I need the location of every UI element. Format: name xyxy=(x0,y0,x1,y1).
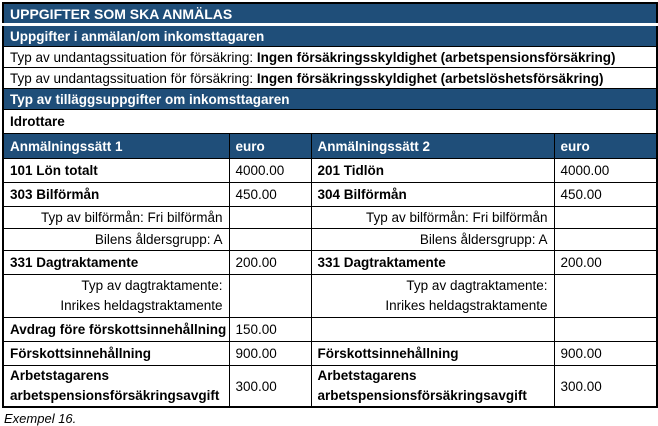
euro-value-cell xyxy=(554,275,657,318)
euro-value-cell xyxy=(229,275,311,318)
income-type-cell: 331 Dagtraktamente xyxy=(3,251,229,275)
income-type-cell: 303 Bilförmån xyxy=(3,183,229,207)
insurance-exception-value: Ingen försäkringsskyldighet (arbetspensionsförsäkring) xyxy=(256,49,616,65)
table-row xyxy=(3,318,657,342)
income-type-cell: 201 Tidlön xyxy=(311,159,554,183)
table-row xyxy=(3,159,657,183)
insurance-exception-value: Ingen försäkringsskyldighet (arbetslöshetsförsäkring) xyxy=(256,70,604,86)
table-title-row xyxy=(3,3,657,25)
euro-value-cell xyxy=(229,207,311,229)
insurance-exception-row xyxy=(3,47,657,68)
table-row xyxy=(3,366,657,408)
table-row xyxy=(3,183,657,207)
table-row xyxy=(3,275,657,318)
insurance-exception-row xyxy=(3,68,657,89)
income-type-cell: Förskottsinnehållning xyxy=(311,342,554,366)
table-row xyxy=(3,229,657,251)
additional-info-header-row xyxy=(3,89,657,110)
column-header-method1: Anmälningssätt 1 xyxy=(3,134,229,159)
euro-value-cell xyxy=(554,318,657,342)
label-line: Arbetstagarens xyxy=(10,368,110,383)
insurance-exception-cell xyxy=(3,68,657,89)
report-table xyxy=(2,2,658,408)
detail-cell: Typ av bilförmån: Fri bilförmån xyxy=(311,207,554,229)
income-type-cell xyxy=(311,318,554,342)
income-type-cell xyxy=(311,366,554,408)
label-line: Arbetstagarens xyxy=(317,368,417,383)
insurance-exception-cell xyxy=(3,47,657,68)
detail-cell: Bilens åldersgrupp: A xyxy=(3,229,229,251)
euro-value-cell xyxy=(229,229,311,251)
column-header-euro2: euro xyxy=(554,134,657,159)
detail-cell xyxy=(311,275,554,318)
column-header-method2: Anmälningssätt 2 xyxy=(311,134,554,159)
income-type-cell xyxy=(3,366,229,408)
euro-value-cell: 300.00 xyxy=(554,366,657,408)
euro-value-cell xyxy=(554,207,657,229)
detail-line: Inrikes heldagstraktamente xyxy=(385,298,548,313)
detail-line: Typ av dagtraktamente: xyxy=(406,278,548,293)
euro-value-cell xyxy=(554,229,657,251)
income-type-cell: 304 Bilförmån xyxy=(311,183,554,207)
detail-line: Typ av dagtraktamente: xyxy=(81,278,223,293)
euro-value-cell: 300.00 xyxy=(229,366,311,408)
section-header-row xyxy=(3,25,657,47)
euro-value-cell: 450.00 xyxy=(554,183,657,207)
detail-cell: Typ av bilförmån: Fri bilförmån xyxy=(3,207,229,229)
column-header-euro1: euro xyxy=(229,134,311,159)
euro-value-cell: 900.00 xyxy=(229,342,311,366)
euro-value-cell: 200.00 xyxy=(554,251,657,275)
euro-value-cell: 450.00 xyxy=(229,183,311,207)
income-type-cell: Avdrag före förskottsinnehållning xyxy=(3,318,229,342)
table-row xyxy=(3,251,657,275)
table-title: UPPGIFTER SOM SKA ANMÄLAS xyxy=(3,3,657,25)
table-row xyxy=(3,342,657,366)
section-header: Uppgifter i anmälan/om inkomsttagaren xyxy=(3,25,657,47)
euro-value-cell: 4000.00 xyxy=(229,159,311,183)
detail-cell: Bilens åldersgrupp: A xyxy=(311,229,554,251)
income-type-cell: 101 Lön totalt xyxy=(3,159,229,183)
income-type-cell: 331 Dagtraktamente xyxy=(311,251,554,275)
detail-line: Inrikes heldagstraktamente xyxy=(60,298,223,313)
euro-value-cell: 150.00 xyxy=(229,318,311,342)
example-caption: Exempel 16. xyxy=(4,411,77,426)
insurance-exception-label: Typ av undantagssituation för försäkring: xyxy=(10,49,257,65)
income-type-cell: Förskottsinnehållning xyxy=(3,342,229,366)
income-earner-type-row xyxy=(3,110,657,134)
income-earner-type: Idrottare xyxy=(3,110,657,134)
euro-value-cell: 4000.00 xyxy=(554,159,657,183)
euro-value-cell: 200.00 xyxy=(229,251,311,275)
additional-info-header: Typ av tilläggsuppgifter om inkomsttagaren xyxy=(3,89,657,110)
label-line: arbetspensionsförsäkringsavgift xyxy=(10,388,220,403)
euro-value-cell: 900.00 xyxy=(554,342,657,366)
label-line: arbetspensionsförsäkringsavgift xyxy=(317,388,527,403)
column-header-row xyxy=(3,134,657,159)
insurance-exception-label: Typ av undantagssituation för försäkring: xyxy=(10,70,257,86)
table-row xyxy=(3,207,657,229)
detail-cell xyxy=(3,275,229,318)
